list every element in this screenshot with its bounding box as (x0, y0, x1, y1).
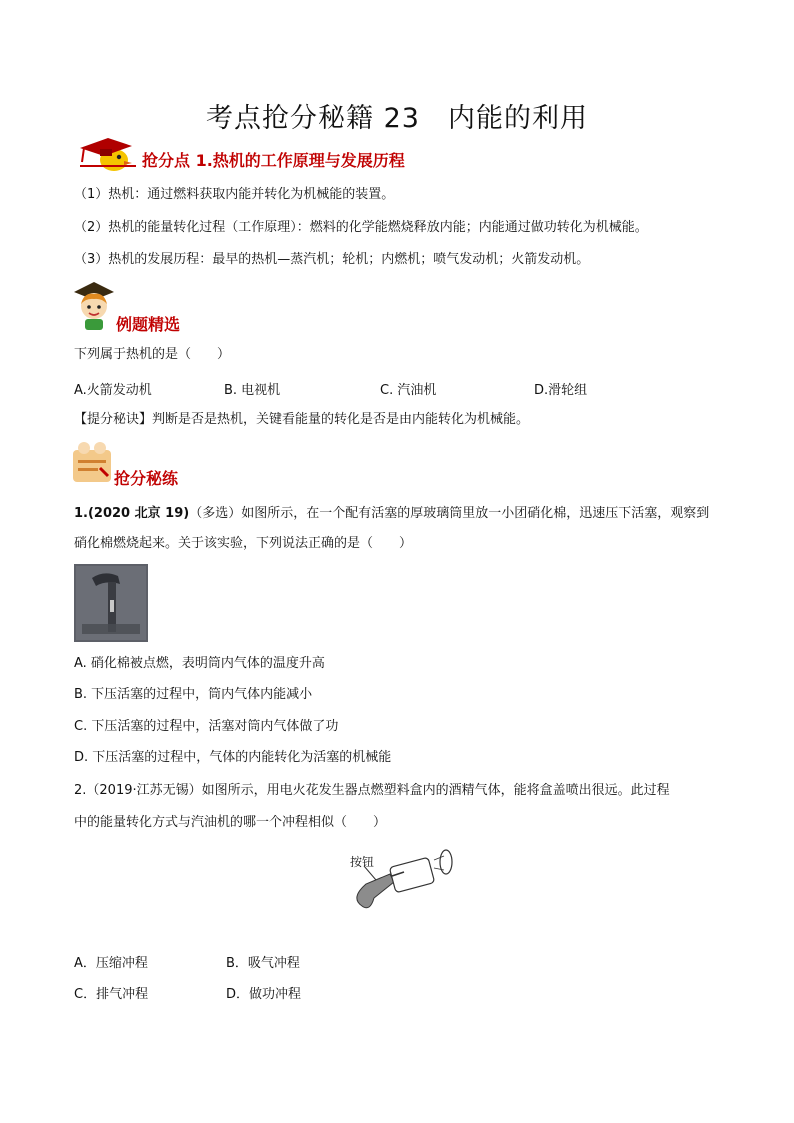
question-2-option-b: B．吸气冲程 (226, 956, 300, 971)
example-option-c: C. 汽油机 (380, 383, 437, 398)
question-1-option-a: A. 硝化棉被点燃，表明筒内气体的温度升高 (74, 656, 325, 671)
question-1-option-c: C. 下压活塞的过程中，活塞对筒内气体做了功 (74, 719, 339, 734)
practice-heading: 抢分秘练 (114, 469, 179, 488)
question-1-option-b: B. 下压活塞的过程中，筒内气体内能减小 (74, 687, 313, 702)
section-item: （3）热机的发展历程：最早的热机—蒸汽机；轮机；内燃机；喷气发动机；火箭发动机。 (74, 252, 590, 267)
figure-label-button: 按钮 (350, 855, 375, 869)
section-item: （1）热机：通过燃料获取内能并转化为机械能的装置。 (74, 187, 395, 202)
question-2-option-d: D．做功冲程 (226, 987, 302, 1002)
question-2-line-1: 2.（2019·江苏无锡）如图所示，用电火花发生器点燃塑料盒内的酒精气体，能将盒盖喷出很远。此过程 (74, 783, 670, 798)
page-title: 考点抢分秘籍 23 内能的利用 (206, 103, 588, 134)
example-question: 下列属于热机的是（ ） (74, 347, 231, 362)
example-heading: 例题精选 (116, 315, 181, 334)
question-2-option-c: C．排气冲程 (74, 987, 149, 1002)
question-2-option-a: A．压缩冲程 (74, 956, 148, 971)
example-option-d: D.滑轮组 (534, 383, 588, 398)
spark-generator-figure (336, 842, 466, 922)
practice-icon (70, 440, 114, 484)
section-heading: 抢分点 1.热机的工作原理与发展历程 (142, 151, 405, 170)
example-tip: 【提分秘诀】判断是否是热机，关键看能量的转化是否是由内能转化为机械能。 (74, 412, 530, 427)
glass-cylinder-photo (74, 564, 148, 642)
student-cartoon-icon (70, 280, 118, 332)
example-option-b: B. 电视机 (224, 383, 281, 398)
graduation-cap-icon (74, 136, 136, 172)
question-2-line-2: 中的能量转化方式与汽油机的哪一个冲程相似（ ） (74, 815, 387, 830)
section-item: （2）热机的能量转化过程（工作原理）：燃料的化学能燃烧释放内能；内能通过做功转化为机械能。 (74, 220, 648, 235)
question-1-option-d: D. 下压活塞的过程中，气体的内能转化为活塞的机械能 (74, 750, 392, 765)
question-1-line-1: 1.(2020 北京 19)（多选）如图所示，在一个配有活塞的厚玻璃筒里放一小团硝化棉，迅速压下活塞，观察到 (74, 506, 710, 521)
example-option-a: A.火箭发动机 (74, 383, 152, 398)
question-1-line-2: 硝化棉燃烧起来。关于该实验，下列说法正确的是（ ） (74, 536, 413, 551)
question-1-label: 1.(2020 北京 19) (74, 506, 190, 521)
